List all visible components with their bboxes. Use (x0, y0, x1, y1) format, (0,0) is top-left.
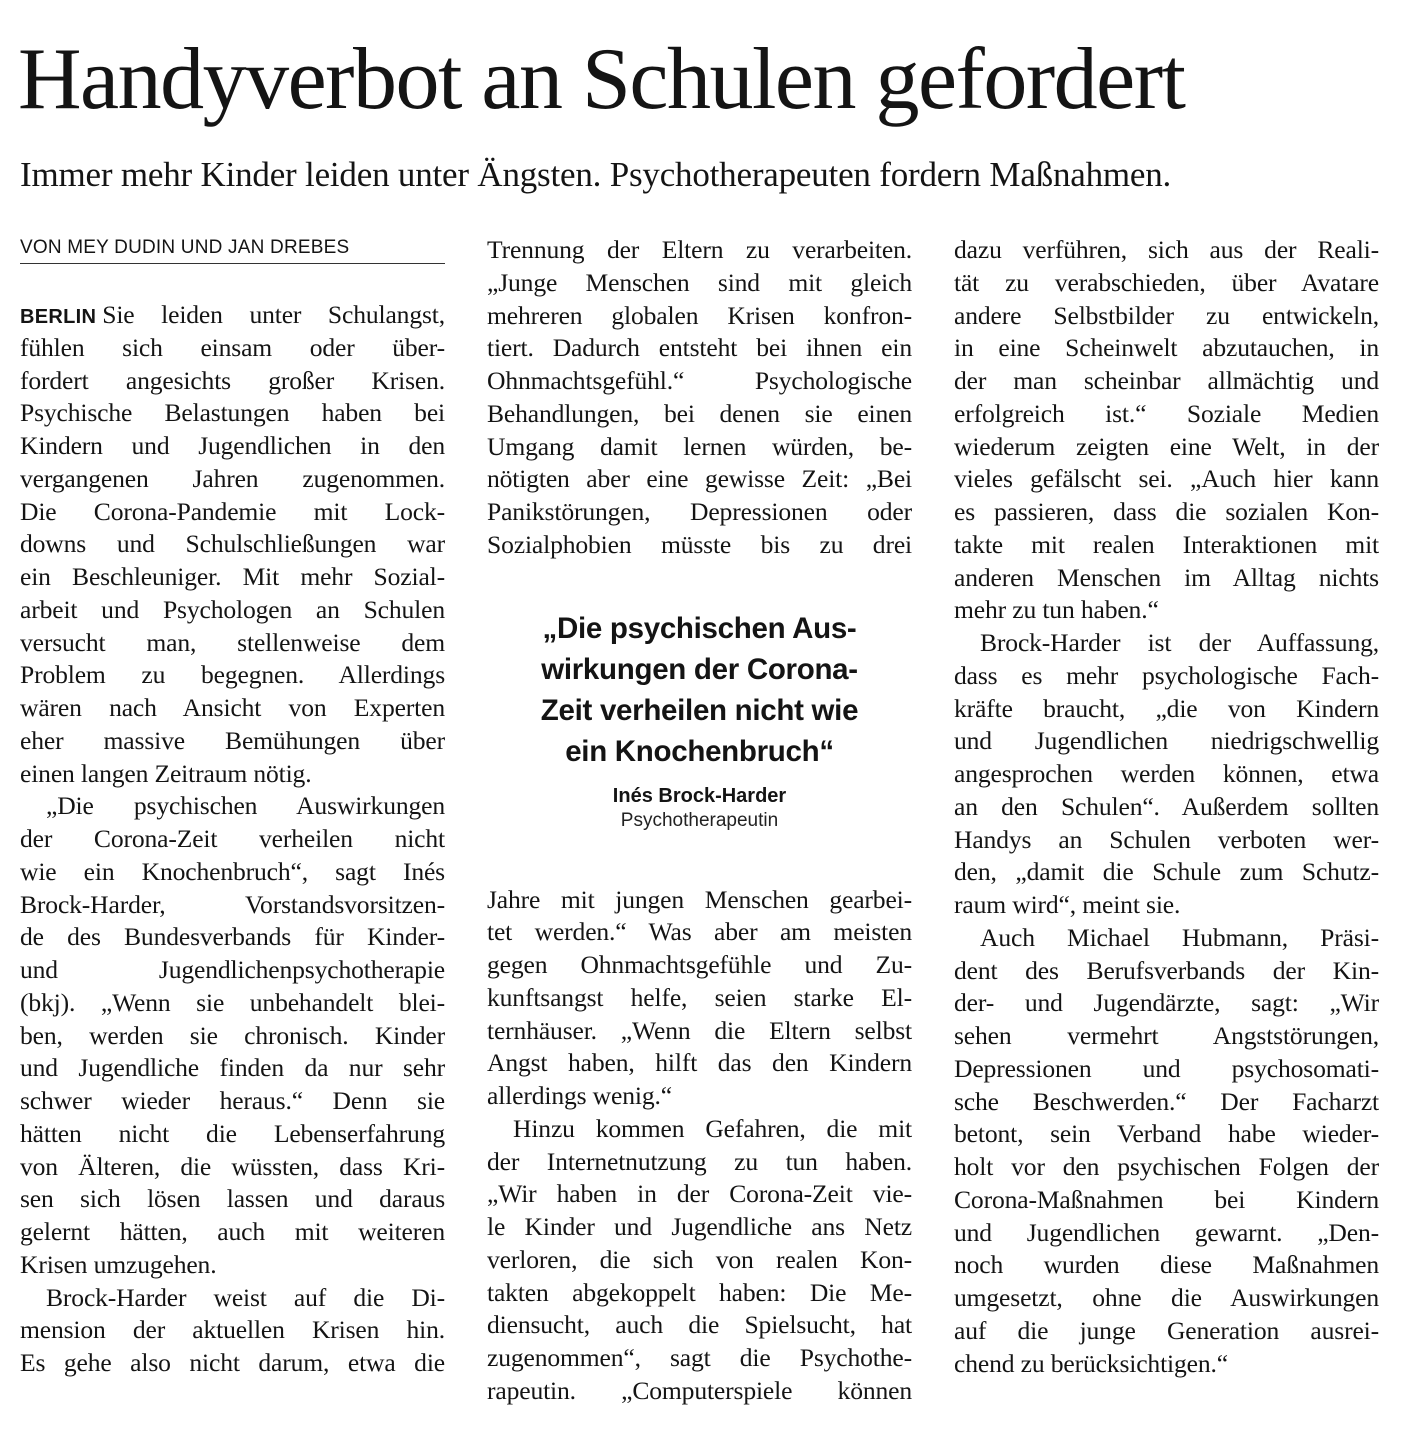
text-line: Sie leiden unter Schulangst, (102, 300, 445, 329)
pull-quote-line: ein Knochenbruch“ (565, 734, 834, 768)
text-line: in eine Scheinwelt abzutauchen, in (954, 333, 1379, 363)
text-line: Es gehe also nicht darum, etwa die (20, 1348, 445, 1377)
text-line: und Jugendlichen niedrigschwellig (954, 726, 1379, 756)
text-line: einen langen Zeitraum nötig. (20, 758, 312, 788)
text-line: dent des Berufsverbands der Kin- (954, 955, 1379, 985)
text-line: Kindern und Jugendlichen in den (20, 431, 445, 460)
text-line: mehr zu tun haben.“ (954, 595, 1159, 625)
text-line: ternhäuser. „Wenn die Eltern selbst (487, 1015, 912, 1045)
text-line: mehreren globalen Krisen konfron- (487, 300, 912, 330)
text-line: der Internetnutzung zu tun haben. (487, 1146, 912, 1176)
text-line: takte mit realen Interaktionen mit (954, 529, 1379, 559)
text-line: der Corona-Zeit verheilen nicht (20, 824, 445, 853)
text-line: gelernt hätten, auch mit weiteren (20, 1217, 445, 1246)
text-line: sen sich lösen lassen und daraus (20, 1184, 445, 1214)
pull-quote-line: wirkungen der Corona- (541, 652, 858, 686)
text-line: versucht man, stellenweise dem (20, 627, 445, 657)
text-line: Trennung der Eltern zu verarbeiten. (487, 235, 912, 264)
text-line: (bkj). „Wenn sie unbehandelt blei- (20, 987, 445, 1017)
text-line: sche Beschwerden.“ Der Facharzt (954, 1086, 1379, 1116)
text-line: takten abgekoppelt haben: Die Me- (487, 1277, 912, 1307)
text-line: an den Schulen“. Außerdem sollten (954, 791, 1379, 821)
text-line: allerdings wenig.“ (487, 1081, 672, 1110)
text-line: Krisen umzugehen. (20, 1249, 217, 1279)
text-line: ben, werden sie chronisch. Kinder (20, 1020, 445, 1050)
text-line: gegen Ohnmachtsgefühle und Zu- (487, 950, 912, 979)
text-line: und Jugendlichenpsychotherapie (20, 955, 445, 984)
text-line: Psychische Belastungen haben bei (20, 398, 445, 428)
text-line: diensucht, auch die Spielsucht, hat (487, 1310, 912, 1340)
text-line: Brock-Harder weist auf die Di- (46, 1282, 445, 1312)
text-line: arbeit und Psychologen an Schulen (20, 594, 445, 624)
text-line: tiert. Dadurch entsteht bei ihnen ein (487, 333, 912, 363)
text-line: betont, sein Verband habe wieder- (954, 1119, 1379, 1149)
text-line: verloren, die sich von realen Kon- (487, 1244, 912, 1274)
text-line: der man scheinbar allmächtig und (954, 366, 1379, 395)
text-line: Brock-Harder, Vorstandsvorsitzen- (20, 889, 445, 919)
text-line: dass es mehr psychologische Fach- (954, 660, 1379, 690)
text-line: ein Beschleuniger. Mit mehr Sozial- (20, 562, 445, 591)
article-paragraph-3-continued (487, 234, 912, 562)
text-line: downs und Schulschließungen war (20, 529, 445, 559)
text-line: kunftsangst helfe, seien starke El- (487, 982, 912, 1012)
pull-quote-author: Inés Brock-Harder (612, 784, 787, 807)
text-line: chend zu berücksichtigen.“ (954, 1348, 1228, 1378)
text-line: Depressionen und psychosomati- (954, 1053, 1379, 1083)
text-line: und Jugendlichen gewarnt. „Den- (954, 1217, 1379, 1247)
text-line: noch wurden diese Maßnahmen (954, 1250, 1379, 1280)
text-line: nötigten aber eine gewisse Zeit: „Bei (487, 464, 912, 494)
pull-quote-role: Psychotherapeutin (620, 809, 779, 831)
text-line: le Kinder und Jugendliche ans Netz (487, 1212, 912, 1241)
text-line: hätten nicht die Lebenserfahrung (20, 1118, 445, 1148)
article-paragraph-5 (954, 627, 1379, 922)
text-line: de des Bundesverbands für Kinder- (20, 922, 445, 952)
text-line: holt vor den psychischen Folgen der (954, 1152, 1379, 1181)
text-line: auf die junge Generation ausrei- (954, 1315, 1379, 1345)
text-line: anderen Menschen im Alltag nichts (954, 562, 1379, 592)
text-line: wären nach Ansicht von Experten (20, 693, 445, 722)
text-line: wie ein Knochenbruch“, sagt Inés (20, 856, 445, 886)
text-line: tet werden.“ Was aber am meisten (487, 917, 912, 947)
text-line: mension der aktuellen Krisen hin. (20, 1315, 445, 1345)
pull-quote-text (487, 562, 912, 772)
text-line: vergangenen Jahren zugenommen. (20, 463, 445, 493)
text-line: tät zu verabschieden, über Avatare (954, 267, 1379, 297)
text-line: „Wir haben in der Corona-Zeit vie- (487, 1179, 912, 1209)
text-line: dazu verführen, sich aus der Reali- (954, 235, 1379, 264)
article-paragraph-4 (487, 1113, 912, 1408)
article-headline: Handyverbot an Schulen gefordert (18, 31, 1185, 128)
article-column-2 (487, 234, 912, 1408)
article-paragraph-3 (20, 1282, 445, 1380)
text-line: Problem zu begegnen. Allerdings (20, 660, 445, 690)
text-line: es passieren, dass die sozialen Kon- (954, 497, 1379, 526)
text-line: den, „damit die Schule zum Schutz- (954, 857, 1379, 887)
pull-quote (487, 562, 912, 884)
text-line: sehen vermehrt Angststörungen, (954, 1021, 1379, 1050)
text-line: „Die psychischen Auswirkungen (46, 791, 445, 821)
text-line: Angst haben, hilft das den Kindern (487, 1048, 912, 1078)
text-line: raum wird“, meint sie. (954, 890, 1181, 919)
text-line: fühlen sich einsam oder über- (20, 332, 445, 362)
text-line: Auch Michael Hubmann, Präsi- (980, 922, 1379, 952)
article-byline: VON MEY DUDIN UND JAN DREBES (20, 234, 445, 264)
article-column-1 (20, 234, 445, 1380)
text-line: Behandlungen, bei denen sie einen (487, 398, 912, 428)
text-line: umgesetzt, ohne die Auswirkungen (954, 1283, 1379, 1312)
text-line: Ohnmachtsgefühl.“ Psychologische (487, 366, 912, 395)
text-line: der- und Jugendärzte, sagt: „Wir (954, 988, 1379, 1018)
article-dateline: BERLIN (20, 306, 97, 328)
text-line: vieles gefälscht sei. „Auch hier kann (954, 464, 1379, 494)
text-line: Corona-Maßnahmen bei Kindern (954, 1184, 1379, 1214)
article-column-3 (954, 234, 1379, 1380)
text-line: Umgang damit lernen würden, be- (487, 431, 912, 461)
text-line: erfolgreich ist.“ Soziale Medien (954, 398, 1379, 428)
text-line: zugenommen“, sagt die Psychothe- (487, 1343, 912, 1372)
text-line: Die Corona-Pandemie mit Lock- (20, 496, 445, 526)
text-line: Jahre mit jungen Menschen gearbei- (487, 884, 912, 914)
text-line: eher massive Bemühungen über (20, 725, 445, 755)
article-paragraph-6 (954, 922, 1379, 1381)
text-line: kräfte braucht, „die von Kindern (954, 693, 1379, 723)
article-paragraph-1 (20, 299, 445, 790)
text-line: Hinzu kommen Gefahren, die mit (513, 1113, 912, 1143)
pull-quote-line: „Die psychischen Aus- (542, 611, 857, 645)
text-line: Panikstörungen, Depressionen oder (487, 497, 912, 526)
text-line: rapeutin. „Computerspiele können (487, 1375, 912, 1405)
text-line: fordert angesichts großer Krisen. (20, 365, 445, 395)
text-line: Sozialphobien müsste bis zu drei (487, 529, 912, 559)
text-line: angesprochen werden können, etwa (954, 759, 1379, 788)
text-line: schwer wieder heraus.“ Denn sie (20, 1086, 445, 1115)
text-line: wiederum zeigten eine Welt, in der (954, 431, 1379, 461)
text-line: und Jugendliche finden da nur sehr (20, 1053, 445, 1083)
article-paragraph-3-end (487, 884, 912, 1113)
article-subheadline: Immer mehr Kinder leiden unter Ängsten. Psychotherapeuten fordern Maßnahmen. (20, 155, 1172, 194)
text-line: von Älteren, die wüssten, dass Kri- (20, 1151, 445, 1181)
pull-quote-line: Zeit verheilen nicht wie (540, 693, 859, 727)
text-line: andere Selbstbilder zu entwickeln, (954, 300, 1379, 330)
text-line: Brock-Harder ist der Auffassung, (980, 628, 1379, 657)
text-line: „Junge Menschen sind mit gleich (487, 267, 912, 297)
article-paragraph-4-continued (954, 234, 1379, 627)
article-paragraph-2 (20, 790, 445, 1281)
text-line: Handys an Schulen verboten wer- (954, 824, 1379, 854)
